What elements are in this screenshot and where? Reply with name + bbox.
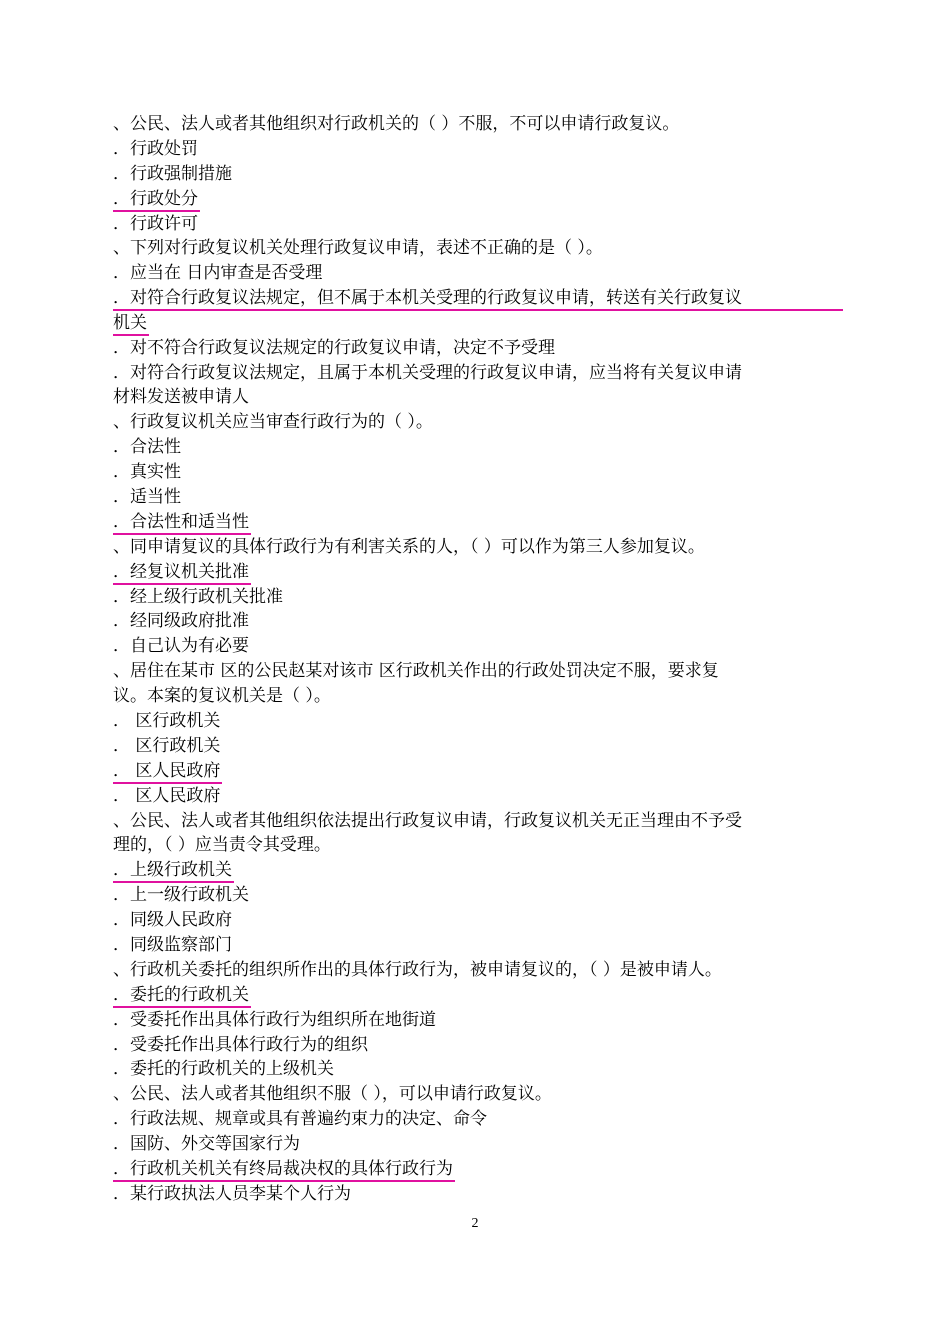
line-text: ．合法性: [113, 437, 181, 458]
line-text: ．行政处罚: [113, 138, 198, 159]
answer-line: [113, 187, 843, 212]
line-text: ．行政许可: [113, 213, 198, 234]
answer-line: [113, 759, 843, 784]
line-text: ．委托的行政机关的上级机关: [113, 1059, 334, 1080]
text-line: [113, 535, 843, 560]
text-line: [113, 809, 843, 834]
line-text: ．经复议机关批准: [113, 561, 251, 585]
text-line: [113, 609, 843, 634]
line-text: 、行政复议机关应当审查行政行为的（ ）。: [113, 412, 433, 433]
answer-line: [113, 983, 843, 1008]
text-line: [113, 112, 843, 137]
answer-line: [113, 510, 843, 535]
line-text: ．行政处分: [113, 188, 200, 212]
text-line: [113, 1107, 843, 1132]
text-line: [113, 460, 843, 485]
text-line: [113, 361, 843, 386]
line-text: ．行政机关机关有终局裁决权的具体行政行为: [113, 1158, 455, 1182]
text-line: [113, 385, 843, 410]
text-line: [113, 212, 843, 237]
text-line: [113, 485, 843, 510]
line-text: ．上级行政机关: [113, 859, 234, 883]
line-text: 议。本案的复议机关是（ ）。: [113, 686, 331, 707]
text-line: [113, 634, 843, 659]
line-text: ． 区行政机关: [113, 710, 221, 731]
line-text: ． 区人民政府: [113, 760, 222, 784]
answer-line: [113, 1157, 843, 1182]
text-line: [113, 1008, 843, 1033]
text-line: [113, 336, 843, 361]
line-text: ．真实性: [113, 462, 181, 483]
text-line: [113, 734, 843, 759]
text-line: [113, 908, 843, 933]
line-text: ．经上级行政机关批准: [113, 586, 283, 607]
page-number: 2: [471, 1216, 479, 1231]
line-text: ．委托的行政机关: [113, 984, 251, 1008]
text-line: [113, 435, 843, 460]
text-line: [113, 261, 843, 286]
text-line: [113, 1057, 843, 1082]
text-line: [113, 410, 843, 435]
line-text: ．同级人民政府: [113, 910, 232, 931]
line-text: 、居住在某市 区的公民赵某对该市 区行政机关作出的行政处罚决定不服，要求复: [113, 661, 719, 682]
line-text: ．行政法规、规章或具有普遍约束力的决定、命令: [113, 1109, 487, 1130]
text-line: [113, 709, 843, 734]
line-text: ．对符合行政复议法规定，但不属于本机关受理的行政复议申请，转送有关行政复议: [113, 288, 742, 309]
text-line: [113, 958, 843, 983]
text-line: [113, 784, 843, 809]
line-text: ． 区行政机关: [113, 735, 221, 756]
text-line: [113, 659, 843, 684]
line-text: 、同申请复议的具体行政行为有利害关系的人，（ ）可以作为第三人参加复议。: [113, 536, 705, 557]
text-line: [113, 1033, 843, 1058]
text-line: [113, 933, 843, 958]
line-text: 材料发送被申请人: [113, 387, 249, 408]
text-line: [113, 833, 843, 858]
text-line: [113, 585, 843, 610]
line-text: ．上一级行政机关: [113, 885, 249, 906]
document-body: [113, 112, 843, 1207]
line-text: ．同级监察部门: [113, 935, 232, 955]
line-text: ．自己认为有必要: [113, 636, 249, 657]
line-text: 理的，（ ）应当责令其受理。: [113, 835, 331, 856]
line-text: ．对符合行政复议法规定，且属于本机关受理的行政复议申请，应当将有关复议申请: [113, 362, 742, 383]
line-text: ．合法性和适当性: [113, 511, 251, 535]
line-text: 、公民、法人或者其他组织不服（ ），可以申请行政复议。: [113, 1084, 552, 1105]
text-line: [113, 1182, 843, 1207]
line-text: ．适当性: [113, 486, 181, 507]
text-line: [113, 162, 843, 187]
answer-line: [113, 560, 843, 585]
line-text: ．受委托作出具体行政行为组织所在地街道: [113, 1009, 436, 1030]
line-text: ． 区人民政府: [113, 785, 221, 806]
line-text: ．经同级政府批准: [113, 611, 249, 632]
line-text: ．受委托作出具体行政行为的组织: [113, 1034, 368, 1055]
answer-line: [113, 858, 843, 883]
line-text: 、公民、法人或者其他组织依法提出行政复议申请，行政复议机关无正当理由不予受: [113, 810, 742, 831]
line-text: ．行政强制措施: [113, 163, 232, 184]
text-line: [113, 684, 843, 709]
line-text: 、公民、法人或者其他组织对行政机关的（ ）不服，不可以申请行政复议。: [113, 114, 680, 134]
line-text: ．应当在 日内审查是否受理: [113, 263, 323, 284]
line-text: 、下列对行政复议机关处理行政复议申请，表述不正确的是（ ）。: [113, 238, 603, 259]
text-line: [113, 137, 843, 162]
line-text: ．某行政执法人员李某个人行为: [113, 1183, 351, 1204]
line-text: ．对不符合行政复议法规定的行政复议申请，决定不予受理: [113, 337, 555, 358]
text-line: [113, 1132, 843, 1157]
answer-line: [113, 311, 843, 336]
text-line: [113, 883, 843, 908]
answer-line: [113, 286, 843, 311]
line-text: ．国防、外交等国家行为: [113, 1134, 300, 1155]
line-text: 、行政机关委托的组织所作出的具体行政行为，被申请复议的，（ ）是被申请人。: [113, 959, 722, 980]
text-line: [113, 236, 843, 261]
text-line: [113, 1082, 843, 1107]
line-text: 机关: [113, 312, 149, 336]
